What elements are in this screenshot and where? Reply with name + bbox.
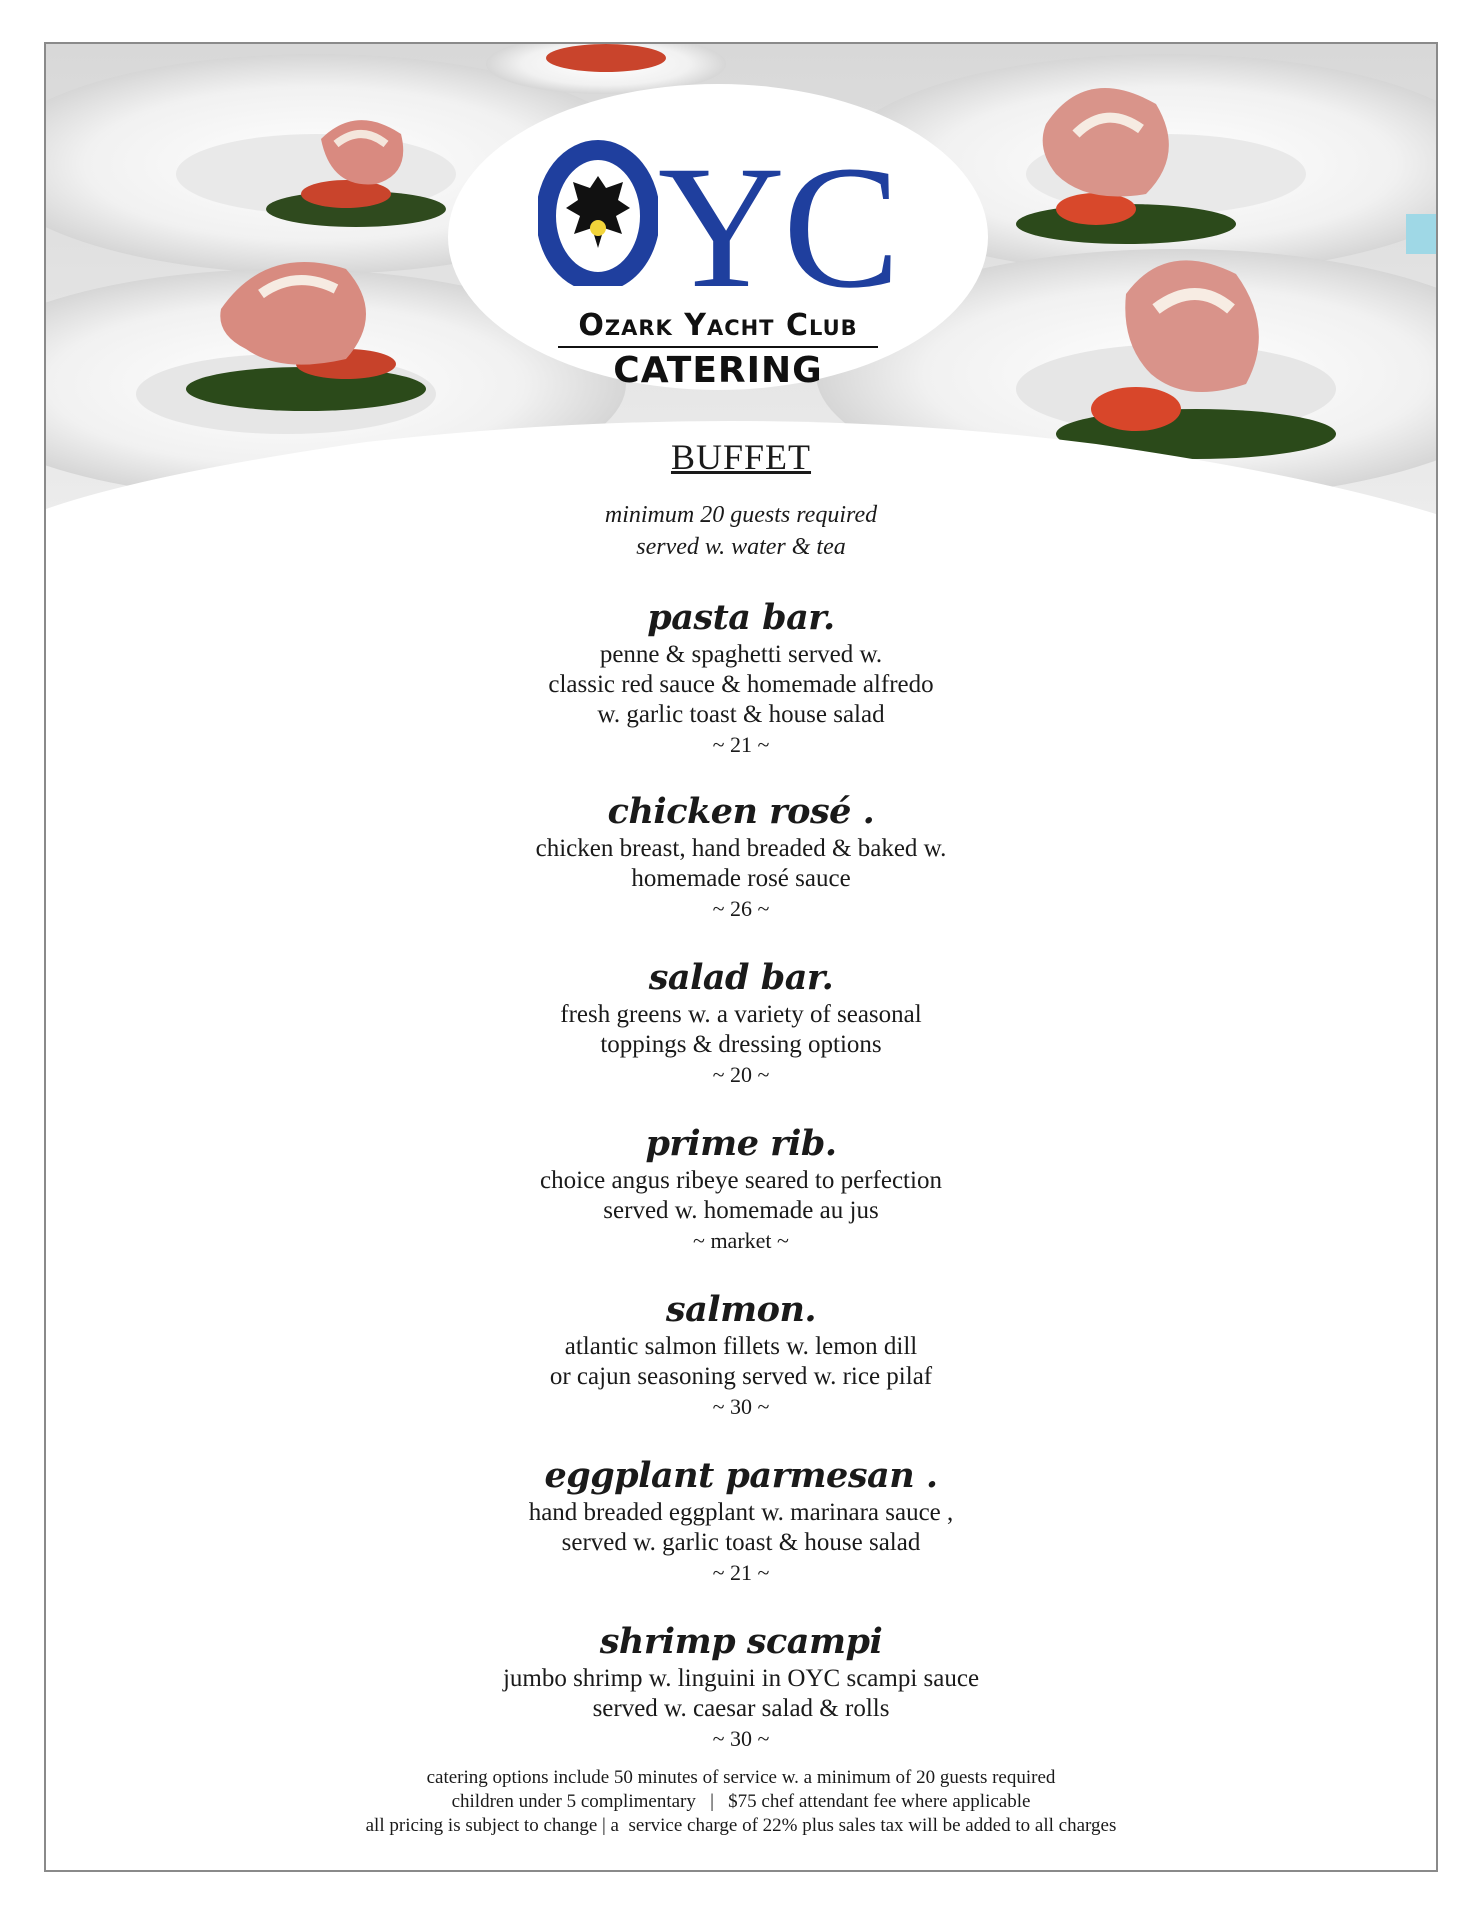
menu-item-salad-bar <box>46 956 1436 1090</box>
dish-description-line: or cajun seasoning served w. rice pilaf <box>549 1363 933 1390</box>
menu-page <box>44 42 1438 1872</box>
dish-description-line: classic red sauce & homemade alfredo <box>548 671 934 698</box>
menu-title: BUFFET <box>670 437 812 477</box>
dish-description-line: served w. caesar salad & rolls <box>592 1695 890 1722</box>
dish-description-line: toppings & dressing options <box>600 1031 882 1058</box>
menu-item-pasta-bar <box>46 596 1436 760</box>
dish-description-line: fresh greens w. a variety of seasonal <box>560 1001 922 1028</box>
footer-line: children under 5 complimentary | $75 chef attendant fee where applicable <box>451 1791 1031 1812</box>
dish-description-line: atlantic salmon fillets w. lemon dill <box>564 1333 918 1360</box>
terms-footer <box>46 1766 1436 1838</box>
dish-description-line: choice angus ribeye seared to perfection <box>540 1167 942 1194</box>
menu-item-shrimp-scampi <box>46 1620 1436 1754</box>
logo-letter-o <box>538 136 658 286</box>
menu-subtitle-line: minimum 20 guests required <box>604 502 878 528</box>
dish-description-line: chicken breast, hand breaded & baked w. <box>535 835 947 862</box>
crest-o-icon <box>538 136 658 286</box>
dish-description-line: served w. garlic toast & house salad <box>561 1529 921 1556</box>
logo-club-name: Ozark Yacht Club <box>578 308 858 343</box>
dish-description-line: hand breaded eggplant w. marinara sauce , <box>528 1499 954 1526</box>
dish-price: ~ 20 ~ <box>712 1062 770 1087</box>
dish-name: salad bar. <box>648 957 834 998</box>
header-photo <box>46 44 1436 564</box>
dish-price: ~ 21 ~ <box>712 1560 770 1585</box>
dish-description-line: homemade rosé sauce <box>631 865 851 892</box>
menu-item-prime-rib <box>46 1122 1436 1256</box>
dish-price: ~ market ~ <box>693 1228 789 1253</box>
dish-name: pasta bar. <box>647 597 835 638</box>
menu-item-chicken-rose <box>46 790 1436 924</box>
logo-letter-y: Y <box>657 130 783 325</box>
dish-name: chicken rosé . <box>607 791 875 832</box>
dish-name: salmon. <box>665 1289 817 1330</box>
dish-price: ~ 26 ~ <box>712 896 770 921</box>
oyc-logo <box>448 84 988 390</box>
menu-item-salmon <box>46 1288 1436 1422</box>
footer-line: catering options include 50 minutes of service w. a minimum of 20 guests required <box>426 1767 1056 1788</box>
dish-description-line: served w. homemade au jus <box>603 1197 879 1224</box>
dish-description-line: w. garlic toast & house salad <box>597 701 885 728</box>
dish-price: ~ 30 ~ <box>712 1726 770 1751</box>
dish-description-line: penne & spaghetti served w. <box>599 641 883 668</box>
logo-divider <box>558 346 878 348</box>
dish-price: ~ 30 ~ <box>712 1394 770 1419</box>
menu-subtitle-line: served w. water & tea <box>636 534 846 560</box>
footer-line: all pricing is subject to change | a service charge of 22% plus sales tax will be added to all charges <box>365 1815 1117 1836</box>
dish-name: shrimp scampi <box>599 1621 883 1662</box>
dish-price: ~ 21 ~ <box>712 732 770 757</box>
logo-tagline: CATERING <box>613 350 823 391</box>
logo-letter-c: C <box>782 130 899 325</box>
dish-description-line: jumbo shrimp w. linguini in OYC scampi sauce <box>502 1665 980 1692</box>
dish-name: eggplant parmesan . <box>544 1455 938 1496</box>
menu-item-eggplant-parmesan <box>46 1454 1436 1588</box>
logo-monogram <box>448 130 988 325</box>
dish-name: prime rib. <box>645 1123 837 1164</box>
